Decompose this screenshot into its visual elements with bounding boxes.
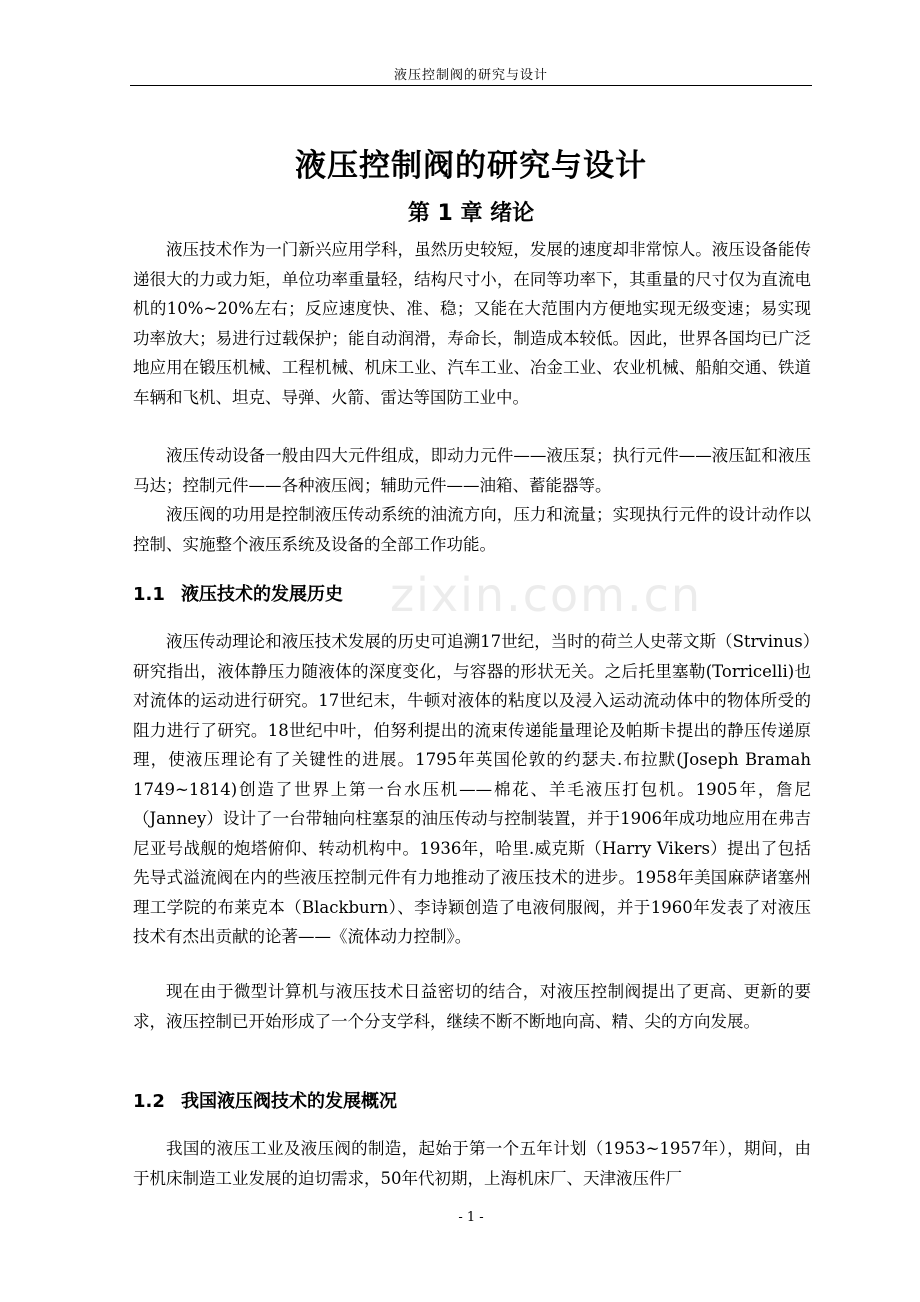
section1-paragraph-1: 液压传动理论和液压技术发展的历史可追溯17世纪，当时的荷兰人史蒂文斯（Strvinus）研究指出，液体静压力随液体的深度变化，与容器的形状无关。之后托里塞勒(Torricelli)也对流体的运动进行研究。17世纪末，牛顿对液体的粘度以及浸入运动流动体中的物体所受的阻力进行了研究。18世纪中叶，伯努利提出的流束传递能量理论及帕斯卡提出的静压传递原理，使液压理论有了关键性的进展。1795年英国伦敦的约瑟夫.布拉默(Joseph Bramah 1749~1814)创造了世界上第一台水压机——棉花、羊毛液压打包机。1905年，詹尼（Janney）设计了一台带轴向柱塞泵的油压传动与控制装置，并于1906年成功地应用在弗吉尼亚号战舰的炮塔俯仰、转动机构中。1936年，哈里.威克斯（Harry Vikers）提出了包括先导式溢流阀在内的些液压控制元件有力地推动了液压技术的进步。1958年美国麻萨诸塞州理工学院的布莱克本（Blackburn）、李诗颖创造了电液伺服阀，并于1960年发表了对液压技术有杰出贡献的论著——《流体动力控制》。: [133, 632, 811, 946]
intro-paragraph-1: 液压技术作为一门新兴应用学科，虽然历史较短，发展的速度却非常惊人。液压设备能传递很大的力或力矩，单位功率重量轻，结构尺寸小，在同等功率下，其重量的尺寸仅为直流电机的10%~20%左右；反应速度快、准、稳；又能在大范围内方便地实现无级变速；易实现功率放大；易进行过载保护；能自动润滑，寿命长，制造成本较低。因此，世界各国均已广泛地应用在锻压机械、工程机械、机床工业、汽车工业、冶金工业、农业机械、船舶交通、铁道车辆和飞机、坦克、导弹、火箭、雷达等国防工业中。: [133, 240, 811, 407]
section1-paragraph-2: 现在由于微型计算机与液压技术日益密切的结合，对液压控制阀提出了更高、更新的要求，液压控制已开始形成了一个分支学科，继续不断不断地向高、精、尖的方向发展。: [133, 982, 811, 1031]
page-number: - 1 -: [458, 1210, 484, 1225]
section-number: 1.2: [133, 1091, 165, 1112]
intro-paragraph-3: 液压阀的功用是控制液压传动系统的油流方向，压力和流量；实现执行元件的设计动作以控制、实施整个液压系统及设备的全部工作功能。: [133, 505, 811, 554]
watermark: zixin.com.cn: [390, 568, 703, 622]
intro-paragraph-2: 液压传动设备一般由四大元件组成，即动力元件——液压泵；执行元件——液压缸和液压马达；控制元件——各种液压阀；辅助元件——油箱、蓄能器等。: [133, 446, 811, 495]
header-rule: [130, 85, 812, 86]
document-title: 液压控制阀的研究与设计: [295, 148, 647, 184]
section-title: 我国液压阀技术的发展概况: [181, 1091, 397, 1112]
chapter-heading: 第 1 章 绪论: [407, 201, 535, 226]
section-title: 液压技术的发展历史: [181, 584, 343, 605]
running-header: 液压控制阀的研究与设计: [393, 68, 548, 83]
section2-paragraph-1: 我国的液压工业及液压阀的制造，起始于第一个五年计划（1953~1957年），期间，由于机床制造工业发展的迫切需求，50年代初期，上海机床厂、天津液压件厂: [133, 1139, 811, 1188]
section-heading-1-2: [133, 1087, 811, 1113]
section-number: 1.1: [133, 584, 165, 605]
